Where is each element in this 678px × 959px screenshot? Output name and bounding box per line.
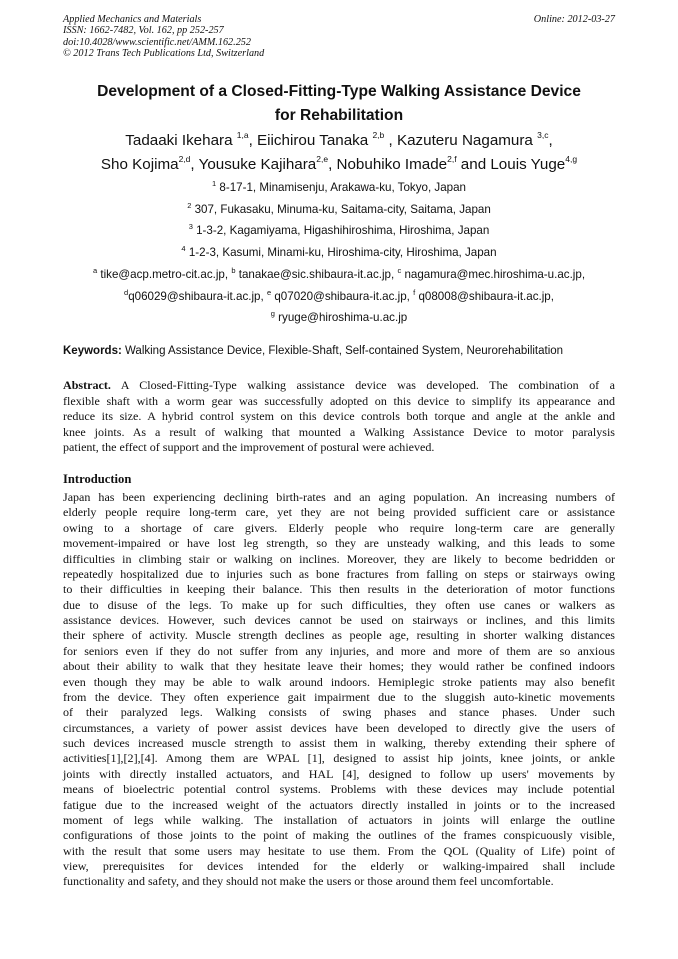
introduction-line: movement-impaired or have lost leg strength, so they are unsteady walking, and this leads to some [63,536,615,551]
introduction-line: due to disuse of the legs. To make up for such difficulties, they often use canes or walkers as [63,597,615,612]
author-line [20,129,658,153]
journal-doi: doi:10.4028/www.scientific.net/AMM.162.252 [63,36,251,48]
email-line [20,307,658,329]
author-separator: , [328,156,337,173]
section-heading-introduction: Introduction [63,472,132,486]
abstract-label: Abstract. [63,378,111,392]
journal-name: Applied Mechanics and Materials [63,14,202,25]
author-name: Sho Kojima [100,156,179,173]
author-superscript: 1,a [236,130,249,140]
affiliation-address: 307, Fukasaku, Minuma-ku, Saitama-city, Saitama, Japan [194,202,491,216]
email-address: nagamura@mec.hiroshima-u.ac.jp, [404,267,586,281]
title-line: Development of a Closed-Fitting-Type Walking Assistance Device [97,83,581,100]
email-superscript: g [270,309,275,319]
introduction-line: owing to a shortage of care givers. Elderly people who require long-term care are generally [63,520,615,535]
affiliation [20,177,658,199]
introduction-line: assistance devices. However, such devices cannot be used on stairways or inclines, and this limits [63,613,615,627]
introduction-line: view, prerequisites for devices intended for the elderly or walking-impaired shall include [63,859,615,873]
affiliation [20,220,658,242]
author-name: Tadaaki Ikehara [125,132,233,149]
abstract-line [63,378,615,394]
author-line [20,153,658,177]
author-superscript: 2,d [178,154,191,164]
introduction-line: configurations of those joints to the point of making the outlines of the frames conspicuously visible, [63,828,615,843]
email-address: tike@acp.metro-cit.ac.jp, [100,267,229,281]
online-date: Online: 2012-03-27 [533,14,615,25]
email-address: q08008@shibaura-it.ac.jp, [418,289,554,303]
introduction-line: repeatedly hospitalized due to injuries such as bone fractures from falling on steps or stairways owing [63,566,615,581]
introduction-line: means of bioelectric potential control systems. Problems with these devices may include potential [63,782,615,797]
abstract-line: knee joints. As a result of walking that mounted a Walking Assistance Device to motor paralysis [63,424,615,439]
author-superscript: 2,e [316,154,329,164]
author-name: Nobuhiko Imade [336,156,448,173]
journal-header [63,14,264,59]
introduction-line: Japan has been experiencing declining birth-rates and an aging population. An increasing numbers of [63,490,615,504]
email-address: tanakae@sic.shibaura-it.ac.jp, [238,267,395,281]
author-name: Louis Yuge [490,156,566,173]
author-name: Eiichirou Tanaka [257,132,369,149]
introduction-line: even though they may be able to walk around indoors. Hemiplegic stroke patients may also benefit [63,674,615,689]
introduction-line: difficulties in climbing stair or walking on inclines. Moreover, they are likely to become bedridden or [63,551,615,566]
abstract-line: flexible shaft with a worm gear was successfully adopted on this device to simplify its appearance and [63,393,615,408]
email-superscript: e [266,287,272,297]
introduction-line: moment of legs while walking. The installation of actuators in joints will enlarge the outline [63,812,615,827]
email-superscript: f [413,287,416,297]
author-superscript: 2,b [372,130,385,140]
email-line [20,264,658,286]
author-name: Yousuke Kajihara [198,156,317,173]
abstract-first-text: A Closed-Fitting-Type walking assistance device was developed. The combination of a [120,378,615,392]
introduction-line: to their difficulties in keeping their balance. This then results in the deterioration of motor functions [63,582,615,597]
email-superscript: d [124,287,129,297]
introduction-line: with the result that some users may hesitate to use them. From the QOL (Quality of Life) point of [63,843,615,858]
introduction-line: such devices increased muscle strength to assist them in walking, thereby extending their sphere of [63,736,615,750]
affiliation-superscript: 4 [181,244,186,254]
keywords-text: Walking Assistance Device, Flexible-Shaft, Self-contained System, Neurorehabilitation [125,345,564,357]
journal-copyright: © 2012 Trans Tech Publications Ltd, Switzerland [63,47,265,59]
introduction-line: from the device. They often experience gait impairment due to the sluggish auto-kinetic movements [63,689,615,704]
introduction-line: their sphere of activity. Muscle strength declines as people age, resulting in shorter walking distances [63,628,615,643]
keywords-label: Keywords: [63,345,122,357]
abstract-line: patient, the effect of support and the improvement of postural were achieved. [63,440,435,455]
affiliation-address: 1-3-2, Kagamiyama, Higashihiroshima, Hiroshima, Japan [196,224,490,238]
author-superscript: 2,f [447,154,457,164]
author-separator: , [548,132,553,149]
author-superscript: 4,g [565,154,578,164]
email-line [20,286,658,308]
author-list [20,129,658,177]
paper-title [40,80,638,128]
abstract [63,378,615,456]
affiliation-address: 8-17-1, Minamisenju, Arakawa-ku, Tokyo, Japan [219,181,466,194]
affiliation-address: 1-2-3, Kasumi, Minami-ku, Hiroshima-city, Hiroshima, Japan [188,246,497,260]
introduction-line: functionality and safety, and they should not make the users or those around them feel uncomfortable. [63,874,554,889]
affiliation [20,199,658,221]
email-address: q06029@shibaura-it.ac.jp, [128,289,264,303]
affiliation-superscript: 1 [211,179,217,188]
affiliation-superscript: 3 [188,222,193,232]
author-name: Kazuteru Nagamura [396,132,533,149]
introduction-line: fatigue due to the increased weight of the actuators directly installed in joints or to the increased [63,797,615,812]
affiliation [20,242,658,264]
author-separator: , [384,132,397,149]
author-separator: , [248,132,258,149]
introduction-line: elderly people require long-term care, yet they are not being provided sufficient care or assistance [63,505,615,520]
email-superscript: a [92,265,98,275]
email-superscript: b [231,265,236,275]
abstract-line: reduce its size. A hybrid control system on this device controls both torque and angle at the ankle and [63,409,615,424]
email-superscript: c [397,265,402,275]
introduction-body [63,490,615,890]
journal-issn: ISSN: 1662-7482, Vol. 162, pp 252-257 [63,25,224,37]
introduction-line: about their ability to walk that they hesitate leave their homes; they would rather be confined indoors [63,659,615,674]
author-separator: and [456,156,491,173]
email-address: ryuge@hiroshima-u.ac.jp [278,311,408,325]
affiliation-list [20,177,658,329]
keywords [63,344,623,358]
introduction-line: activities[1],[2],[4]. Among them are WPAL [1], designed to assist hip joints, knee joints, or ankle [63,751,615,766]
title-line: for Rehabilitation [274,107,404,124]
introduction-line: circumstances, a variety of power assist devices have been developed to directly give the users of [63,720,615,735]
introduction-line: for seniors even if they do not suffer from any injuries, and more and more of them are so anxious [63,643,615,658]
introduction-line: of their paralyzed legs. Walking consists of swing phases and stance phases. Under such [63,705,615,720]
email-address: q07020@shibaura-it.ac.jp, [274,289,410,303]
author-superscript: 3,c [537,130,549,140]
affiliation-superscript: 2 [187,200,192,210]
author-separator: , [190,156,199,173]
introduction-line: joints with directly installed actuators, and HAL [4], designed to follow up users' movements by [63,766,615,781]
